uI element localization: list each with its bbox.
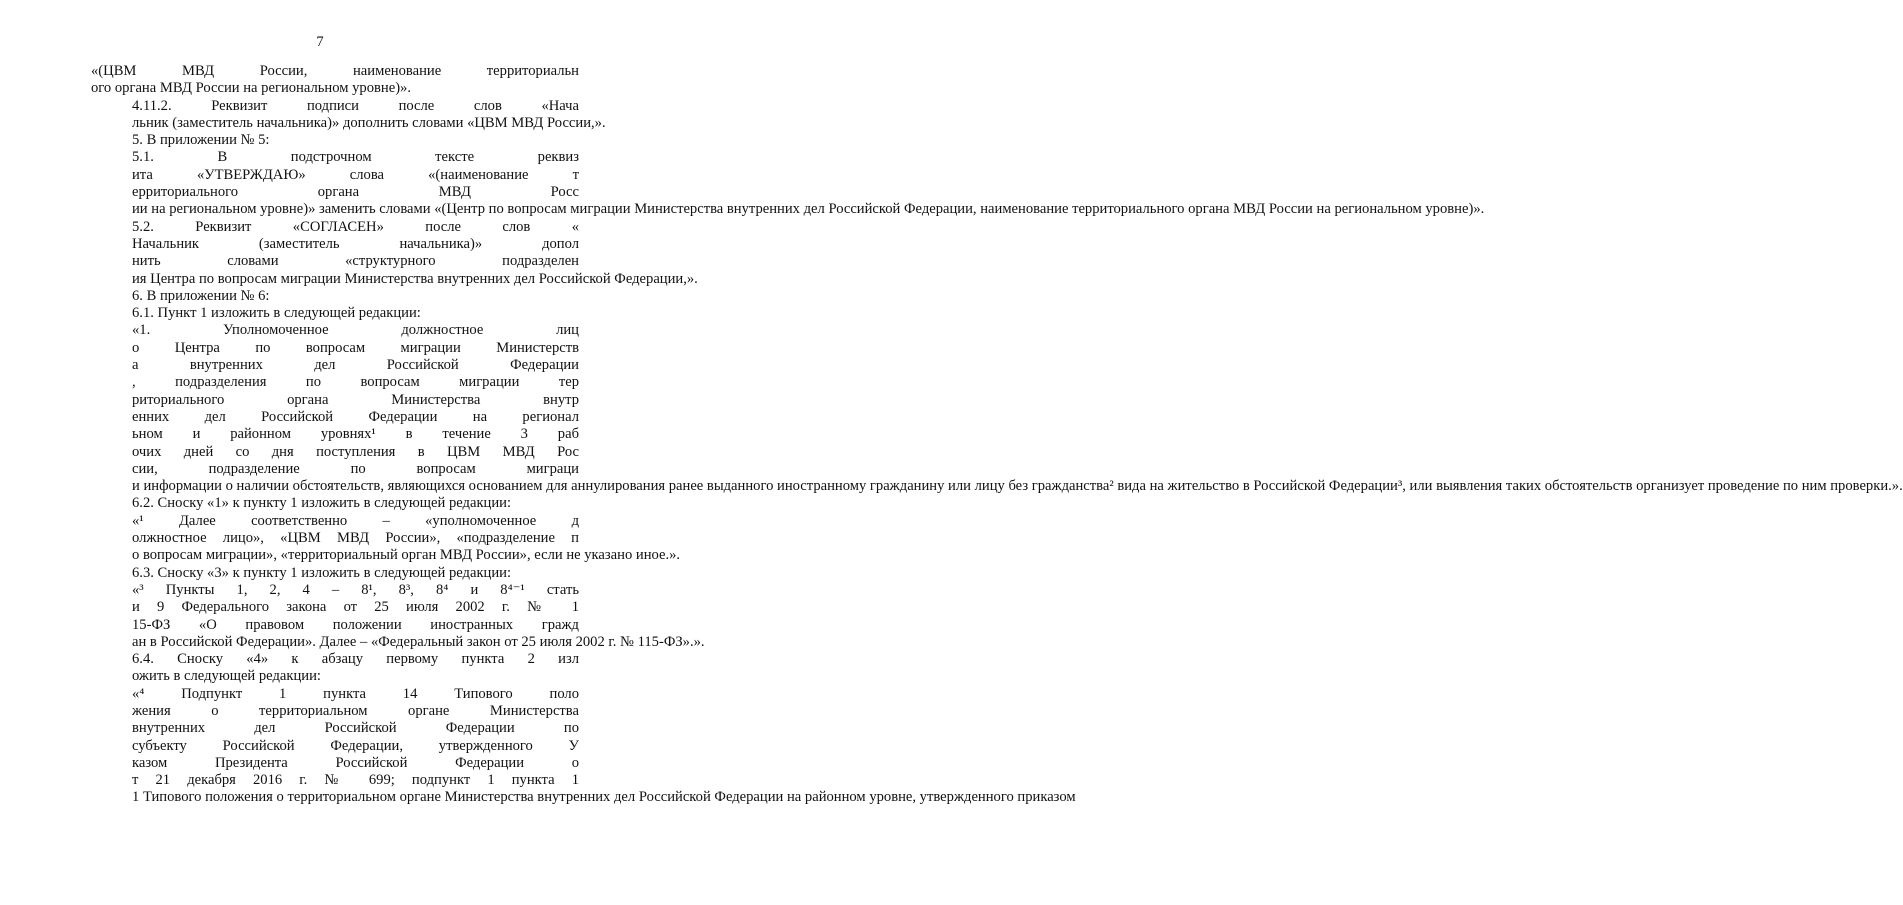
page-number: 7 <box>316 34 324 50</box>
paragraph: «(ЦВМ МВД России, наименование территориальн ого органа МВД России на региональном уровне)». <box>91 63 579 97</box>
paragraph: «³ Пункты 1, 2, 4 – 8¹, 8³, 8⁴ и 8⁴⁻¹ стать и 9 Федерального закона от 25 июля 2002 г. № 1 15-ФЗ «О правовом положении иностранных гражд ан в Российской Федерации». Далее – «Федеральный закон от 25 июля 2002 г. № 115-ФЗ».». <box>132 581 705 650</box>
paragraph: 6.2. Сноску «1» к пункту 1 изложить в следующей редакции: <box>132 495 512 512</box>
paragraph: 6. В приложении № 6: <box>132 287 270 304</box>
paragraph: 6.1. Пункт 1 изложить в следующей редакции: <box>132 305 421 322</box>
paragraph: «⁴ Подпункт 1 пункта 14 Типового поло жения о территориальном органе Министерства внутренних дел Российской Федерации по субъекту Российской Федерации, утвержденного У казом Президента Российской Федерации о т 21 декабря 2016 г. № 699; подпункт 1 пункта 1 1 Типового положения о территориальном органе Министерства внутренних дел Российской Федерации на районном уровне, утвержденного приказом <box>132 685 1076 806</box>
paragraph: 5. В приложении № 5: <box>132 132 270 149</box>
paragraph: 5.1. В подстрочном тексте реквиз ита «УТВЕРЖДАЮ» слова «(наименование т ерриториального органа МВД Росс ии на региональном уровне)» заменить словами «(Центр по вопросам миграции Министерства внутренних дел Российской Федерации, наименование территориального органа МВД России на региональном уровне)». <box>132 149 1485 218</box>
paragraph: 4.11.2. Реквизит подписи после слов «Нача льник (заместитель начальника)» дополнить словами «ЦВМ МВД России,». <box>132 97 606 131</box>
paragraph: 5.2. Реквизит «СОГЛАСЕН» после слов « Начальник (заместитель начальника)» допол нить словами «структурного подразделен ия Центра по вопросам миграции Министерства внутренних дел Российской Федерации,». <box>132 218 698 287</box>
paragraph: «1. Уполномоченное должностное лиц о Центра по вопросам миграции Министерств а внутренних дел Российской Федерации , подразделения по вопросам миграции тер риториального органа Министерства внутр енних дел Российской Федерации на регионал ьном и районном уровнях¹ в течение 3 раб очих дней со дня поступления в ЦВМ МВД Рос сии, подразделение по вопросам миграци и информации о наличии обстоятельств, являющихся основанием для аннулирования ранее выданного иностранному гражданину или лицу без гражданства² вида на жительство в Российской Федерации³, или выявления таких обстоятельств организует проведение по ним проверки.». <box>132 322 1903 495</box>
paragraph: «¹ Далее соответственно – «уполномоченное д олжностное лицо», «ЦВМ МВД России», «подразделение п о вопросам миграции», «территориальный орган МВД России», если не указано иное.». <box>132 512 681 564</box>
paragraph: 6.3. Сноску «3» к пункту 1 изложить в следующей редакции: <box>132 564 512 581</box>
paragraph: 6.4. Сноску «4» к абзацу первому пункта 2 изл ожить в следующей редакции: <box>132 651 579 685</box>
document-body <box>91 63 1903 807</box>
